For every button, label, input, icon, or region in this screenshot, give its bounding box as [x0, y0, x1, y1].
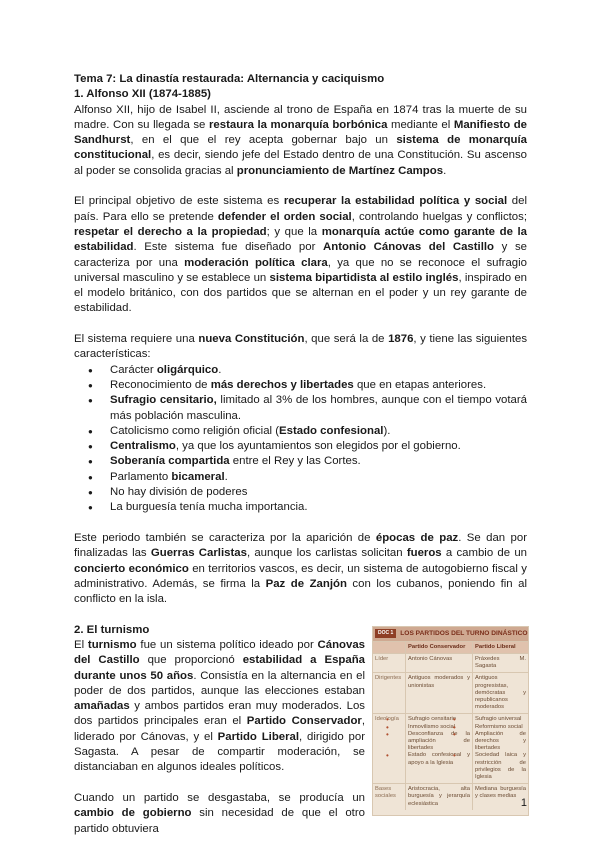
- characteristics-list: [74, 363, 527, 516]
- table-row: [373, 713, 528, 783]
- cell-list-item: • Estado confesional y apoyo a la Iglesia: [408, 752, 470, 766]
- section-turnismo: [74, 623, 527, 837]
- figure-title: LOS PARTIDOS DEL TURNO DINÁSTICO: [400, 630, 528, 638]
- list-item: ● Soberanía compartida entre el Rey y las Cortes.: [110, 454, 527, 469]
- column-liberal: Partido Liberal: [472, 642, 528, 653]
- page-content: [74, 72, 527, 837]
- cell-conservador: [405, 673, 472, 713]
- cell-list-item: • Desconfianza de la ampliación de libertades: [408, 731, 470, 753]
- list-item: ● Parlamento bicameral.: [110, 470, 527, 485]
- cell-liberal: [472, 673, 528, 713]
- section-heading-1: 1. Alfonso XII (1874-1885): [74, 88, 211, 101]
- list-item: ● Centralismo, ya que los ayuntamientos son elegidos por el gobierno.: [110, 439, 527, 454]
- row-label: Líder: [375, 655, 389, 662]
- list-item: ● La burguesía tenía mucha importancia.: [110, 500, 527, 515]
- list-item: ● Sufragio censitario, limitado al 3% de los hombres, aunque con el tiempo votará más población masculina.: [110, 393, 527, 424]
- cell-conservador: [405, 714, 472, 783]
- cell-conservador: [405, 784, 472, 810]
- cell-list-item: • Sufragio universal: [475, 716, 526, 723]
- paragraph-alfonso: Alfonso XII, hijo de Isabel II, asciende al trono de España en 1874 tras la muerte de su madre. Con su llegada se restaura la monarquía borbónica mediante el Manifiesto de Sandhurst, en el que el rey acepta gobernar bajo un sistema de monarquía constitucional, es decir, siendo jefe del Estado dentro de una Constitución. Su ascenso al poder se consolida gracias al pronunciamiento de Martínez Campos.: [74, 103, 528, 177]
- doc-badge: DOC 1: [375, 629, 396, 638]
- cell-text: Aristocracia, alta burguesía y jerarquía eclesiástica: [408, 786, 470, 807]
- table-row: [373, 672, 528, 713]
- cell-list-item: • Sociedad laica y restricción de privilegios de la Iglesia: [475, 752, 526, 781]
- section-heading-2: 2. El turnismo: [74, 623, 150, 636]
- table-row: [373, 653, 528, 672]
- list-item: ● No hay división de poderes: [110, 485, 527, 500]
- cell-text: Antonio Cánovas: [408, 655, 453, 662]
- paragraph-paz: Este periodo también se caracteriza por la aparición de épocas de paz. Se dan por finalizadas las Guerras Carlistas, aunque los carlistas solicitan fueros a cambio de un concierto económico en territorios vascos, es decir, un sistema de autogobierno fiscal y administrativo. Además, se firma la Paz de Zanjón con los cubanos, poniendo fin al conflicto en la isla.: [74, 531, 527, 606]
- cell-list-item: • Ampliación de derechos y libertades: [475, 731, 526, 753]
- cell-text: Mediana burguesía y clases medias: [475, 786, 526, 800]
- cell-list-item: • Reformismo social: [475, 724, 526, 731]
- column-conservador: Partido Conservador: [405, 642, 472, 653]
- cell-liberal: [472, 714, 528, 783]
- list-item: ● Carácter oligárquico.: [110, 363, 527, 378]
- figure-header: [373, 627, 528, 641]
- figure-column-headers: [373, 641, 528, 653]
- cell-text: Antiguos moderados y unionistas: [408, 675, 470, 689]
- paragraph-cambio-gobierno: Cuando un partido se desgastaba, se producía un cambio de gobierno sin necesidad de que el otro partido obtuviera: [74, 791, 365, 835]
- cell-list-item: • Sufragio censitario: [408, 716, 470, 723]
- paragraph-constitucion: El sistema requiere una nueva Constitución, que será la de 1876, y tiene las siguientes características:: [74, 333, 528, 361]
- row-label: Bases sociales: [375, 786, 396, 800]
- cell-text: Práxedes M. Sagasta: [475, 655, 526, 670]
- paragraph-objetivo: El principal objetivo de este sistema es recuperar la estabilidad política y social del país. Para ello se pretende defender el orden social, controlando huelgas y conflictos; respetar el derecho a la propiedad; y que la monarquía actúe como garante de la estabilidad. Este sistema fue diseñado por Antonio Cánovas del Castillo y se caracteriza por una moderación política clara, ya que no se reconoce el sufragio universal masculino y se establece un sistema bipartidista al estilo inglés, inspirado en el modelo británico, con dos partidos que se alternan en el poder y un rey garante de estabilidad.: [74, 195, 528, 315]
- row-label: Ideología: [375, 716, 399, 723]
- paragraph-turnismo: El turnismo fue un sistema político ideado por Cánovas del Castillo que proporcionó estabilidad a España durante unos 50 años. Consistía en la alternancia en el poder de dos partidos, aunque las elecciones estaban amañadas y ambos partidos eran muy moderados. Los dos partidos principales eran el Partido Conservador, liderado por Cánovas, y el Partido Liberal, dirigido por Sagasta. A pesar de compartir moderación, se distanciaban en algunos ideales políticos.: [74, 638, 366, 774]
- cell-list-item: • Inmovilismo social: [408, 724, 470, 731]
- cell-liberal: [472, 654, 528, 672]
- cell-conservador: [405, 654, 472, 672]
- list-item: ● Catolicismo como religión oficial (Estado confesional).: [110, 424, 527, 439]
- cell-liberal: [472, 784, 528, 810]
- cell-text: Antiguos progresistas, demócratas y republicanos moderados: [475, 675, 526, 711]
- table-row: [373, 783, 528, 810]
- page-number: 1: [520, 797, 527, 809]
- page-title: Tema 7: La dinastía restaurada: Alternancia y caciquismo: [74, 73, 385, 85]
- row-label: Dirigentes: [375, 675, 402, 682]
- turnismo-text: [74, 623, 365, 837]
- partidos-table-image: [372, 626, 529, 816]
- list-item: ● Reconocimiento de más derechos y libertades que en etapas anteriores.: [110, 378, 527, 393]
